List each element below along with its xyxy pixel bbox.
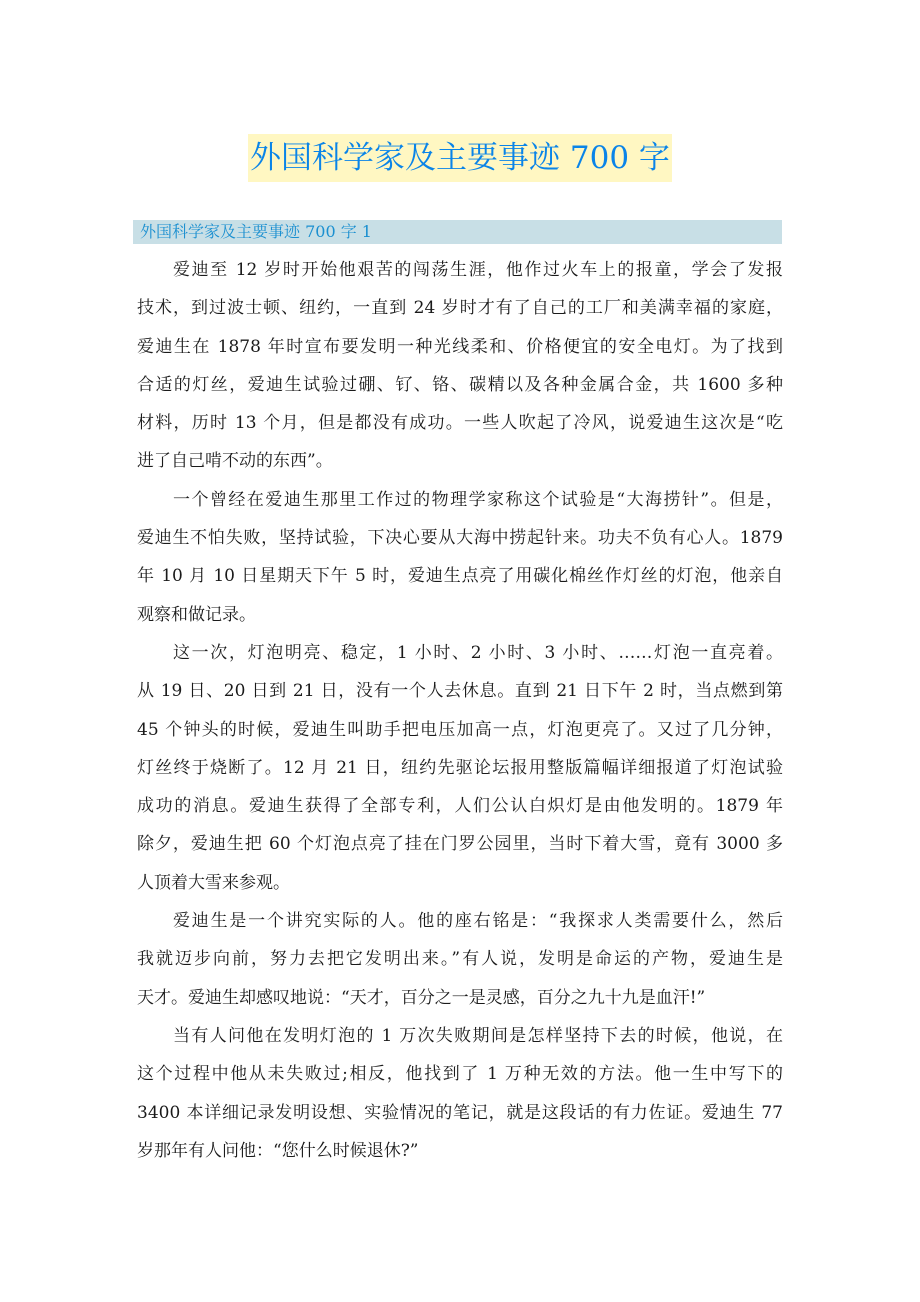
paragraph-line: 年 10 月 10 日星期天下午 5 时，爱迪生点亮了用碳化棉丝作灯丝的灯泡，他亲自	[137, 566, 783, 587]
document-title: 外国科学家及主要事迹 700 字	[248, 134, 672, 182]
paragraph	[137, 902, 783, 1017]
paragraph-line: 爱迪至 12 岁时开始他艰苦的闯荡生涯，他作过火车上的报童，学会了发报	[173, 260, 783, 280]
paragraph-line: 合适的灯丝，爱迪生试验过硼、钌、铬、碳精以及各种金属合金，共 1600 多种	[137, 374, 783, 395]
paragraph-line: 45 个钟头的时候，爱迪生叫助手把电压加高一点，灯泡更亮了。又过了几分钟，	[137, 719, 783, 740]
paragraph-line: 灯丝终于烧断了。12 月 21 日，纽约先驱论坛报用整版篇幅详细报道了灯泡试验	[137, 757, 783, 778]
paragraph-line: 当有人问他在发明灯泡的 1 万次失败期间是怎样坚持下去的时候，他说，在	[173, 1025, 783, 1046]
paragraph	[137, 1017, 783, 1170]
paragraph-line: 观察和做记录。	[137, 604, 256, 625]
paragraph-line: 爱迪生在 1878 年时宣布要发明一种光线柔和、价格便宜的安全电灯。为了找到	[137, 336, 783, 357]
paragraph-line: 爱迪生不怕失败，坚持试验，下决心要从大海中捞起针来。功夫不负有心人。1879	[137, 528, 783, 549]
paragraph-line: 技术，到过波士顿、纽约，一直到 24 岁时才有了自己的工厂和美满幸福的家庭，	[137, 298, 783, 319]
paragraph-line: 岁那年有人问他：“您什么时候退休?”	[137, 1140, 419, 1161]
paragraph-line: 这一次，灯泡明亮、稳定，1 小时、2 小时、3 小时、……灯泡一直亮着。	[173, 642, 783, 663]
paragraph-line: 人顶着大雪来参观。	[137, 872, 290, 893]
paragraph	[137, 481, 783, 634]
paragraph-line: 天才。爱迪生却感叹地说：“天才，百分之一是灵感，百分之九十九是血汗!”	[137, 987, 706, 1008]
paragraph-line: 3400 本详细记录发明设想、实验情况的笔记，就是这段话的有力佐证。爱迪生 77	[137, 1102, 783, 1123]
paragraph-line: 除夕，爱迪生把 60 个灯泡点亮了挂在门罗公园里，当时下着大雪，竟有 3000 多	[137, 834, 783, 855]
document-body	[137, 251, 783, 1170]
paragraph-line: 爱迪生是一个讲究实际的人。他的座右铭是：“我探求人类需要什么，然后	[173, 911, 783, 932]
paragraph-line: 材料，历时 13 个月，但是都没有成功。一些人吹起了冷风，说爱迪生这次是“吃	[137, 413, 783, 434]
paragraph	[137, 634, 783, 902]
title-container	[0, 134, 920, 182]
paragraph-line: 成功的消息。爱迪生获得了全部专利，人们公认白炽灯是由他发明的。1879 年	[137, 796, 783, 817]
paragraph-line: 这个过程中他从未失败过;相反，他找到了 1 万种无效的方法。他一生中写下的	[137, 1064, 783, 1085]
section-heading: 外国科学家及主要事迹 700 字 1	[140, 222, 372, 241]
paragraph	[137, 251, 783, 481]
paragraph-line: 一个曾经在爱迪生那里工作过的物理学家称这个试验是“大海捞针”。但是，	[173, 489, 783, 510]
paragraph-line: 从 19 日、20 日到 21 日，没有一个人去休息。直到 21 日下午 2 时，当点燃到第	[137, 681, 783, 702]
section-heading-bar	[133, 220, 782, 244]
paragraph-line: 进了自己啃不动的东西”。	[137, 451, 333, 472]
paragraph-line: 我就迈步向前，努力去把它发明出来。”有人说，发明是命运的产物，爱迪生是	[137, 949, 783, 970]
